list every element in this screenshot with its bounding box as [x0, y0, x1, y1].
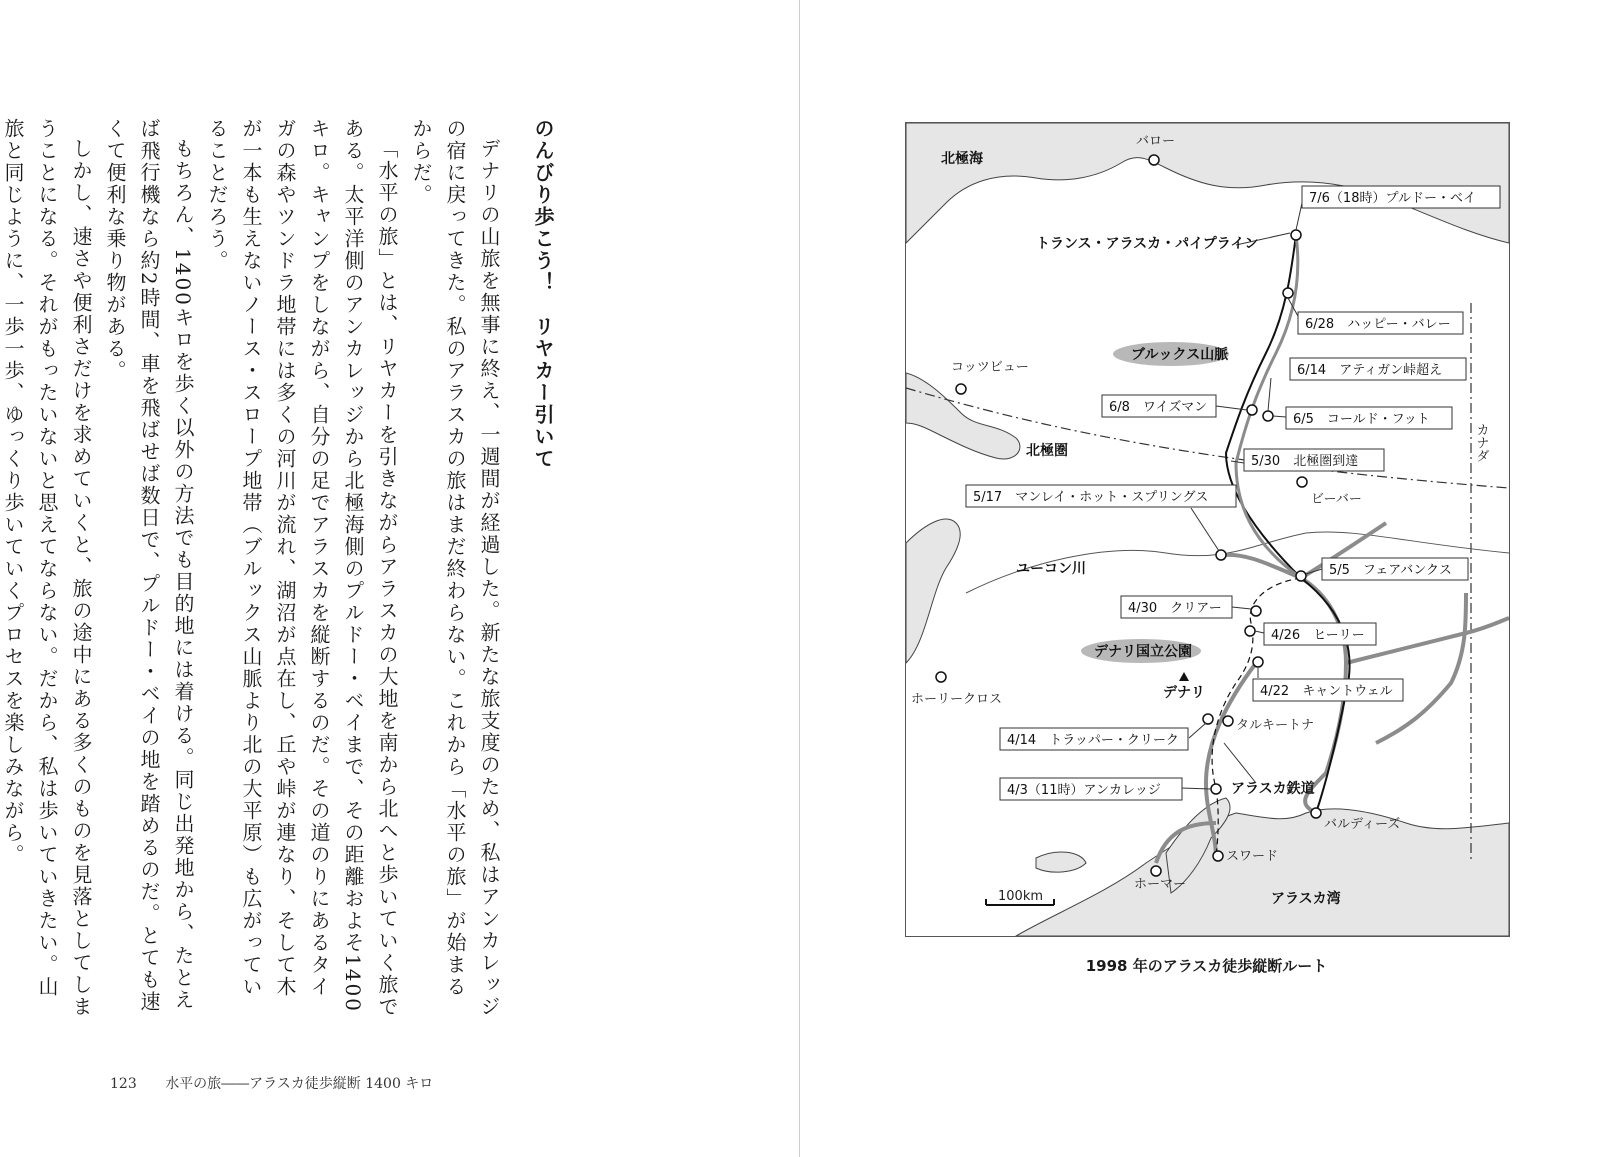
- route-point-label: 4/22 キャントウェル: [1260, 684, 1393, 699]
- paragraph: デナリの山旅を無事に終え、一週間が経過した。新たな旅支度のため、私はアンカレッジの宿に戻ってきた。私のアラスカの旅はまだ終わらない。これから「水平の旅」が始まるからだ。: [409, 118, 501, 1018]
- route-point-marker: [1296, 571, 1306, 581]
- arctic-coast-land: [906, 123, 1509, 243]
- town-label-kotzebue: コッツビュー: [951, 360, 1029, 375]
- town-label-seward: スワード: [1226, 849, 1279, 864]
- map-svg: [906, 123, 1509, 936]
- route-point-marker: [1251, 606, 1261, 616]
- railroad-label: アラスカ鉄道: [1231, 781, 1315, 797]
- paragraph: しかし、速さや便利さだけを求めていくと、旅の途中にある多くのものを見落としてしまうことになる。それがもったいないと思えてならない。だから、私は歩いていきたい。山旅と同じように、一歩一歩、ゆっくり歩いていくプロセスを楽しみながら。: [1, 118, 93, 1018]
- map-caption: 1998 年のアラスカ徒歩縦断ルート: [1085, 957, 1328, 975]
- town-label-holy-cross: ホーリークロス: [911, 692, 1003, 707]
- road-network: [1376, 593, 1466, 743]
- route-point-label: 5/5 フェアバンクス: [1329, 563, 1452, 578]
- route-point-label: 7/6（18時）プルドー・ベイ: [1309, 191, 1476, 206]
- denali-label: デナリ: [1163, 685, 1205, 701]
- route-point-marker: [1263, 411, 1273, 421]
- town-label-homer: ホーマー: [1134, 877, 1187, 892]
- route-point-label: 6/28 ハッピー・バレー: [1305, 317, 1451, 332]
- route-point-label: 4/3（11時）アンカレッジ: [1007, 783, 1161, 798]
- gulf-of-alaska-label: アラスカ湾: [1271, 891, 1341, 907]
- southern-sea-land: [1016, 809, 1509, 936]
- route-point-marker: [1247, 405, 1257, 415]
- arctic-circle-label: 北極圏: [1026, 443, 1068, 459]
- town-label-talkeetna: タルキートナ: [1236, 718, 1315, 733]
- paragraph: 「水平の旅」とは、リヤカーを引きながらアラスカの大地を南から北へと歩いていく旅である。太平洋側のアンカレッジから北極海側のプルドー・ベイまで、その距離およそ1400キロ。キャンプをしながら、自分の足でアラスカを縦断するのだ。その道のりにあるタイガの森やツンドラ地帯には多くの河川が流れ、湖沼が点在し、丘や峠が連なり、そして木が一本も生えないノース・スロープ地帯（ブルックス山脈より北の大平原）も広がっていることだろう。: [205, 118, 399, 1018]
- route-point-marker: [1211, 784, 1221, 794]
- page-number: 123: [110, 1076, 137, 1092]
- town-marker: [1311, 808, 1321, 818]
- route-point-marker: [1245, 626, 1255, 636]
- route-map: [905, 122, 1510, 937]
- town-marker: [1297, 477, 1307, 487]
- town-marker: [1223, 716, 1233, 726]
- yukon-river-label: ユーコン川: [1016, 561, 1086, 577]
- route-point-marker: [1203, 714, 1213, 724]
- route-point-marker: [1253, 657, 1263, 667]
- denali-park-label: デナリ国立公園: [1094, 644, 1192, 660]
- town-marker: [1151, 866, 1161, 876]
- route-point-label: 6/5 コールド・フット: [1293, 412, 1430, 427]
- scale-label: 100km: [998, 889, 1044, 904]
- paragraph: もちろん、1400キロを歩く以外の方法でも目的地には着ける。同じ出発地から、たとえば飛行機なら約2時間、車を飛ばせば数日で、プルドー・ベイの地を踏めるのだ。とても速くて便利な乗り物がある。: [103, 118, 195, 1013]
- route-point-label: 4/30 クリアー: [1128, 601, 1222, 616]
- route-point-marker: [1291, 230, 1301, 240]
- route-point-label: 6/14 アティガン峠超え: [1297, 363, 1443, 378]
- route-point-label: 5/30 北極圏到達: [1251, 454, 1359, 469]
- town-label-beaver: ビーバー: [1311, 492, 1362, 507]
- route-point-marker: [1283, 288, 1293, 298]
- body-text: [0, 118, 560, 1018]
- scale-bar: [986, 889, 1054, 905]
- route-point-label: 4/14 トラッパー・クリーク: [1007, 733, 1179, 748]
- page-gutter: [799, 0, 800, 1157]
- western-sea-land: [906, 519, 960, 663]
- town-marker: [956, 384, 966, 394]
- canada-label: カナダ: [1473, 423, 1489, 462]
- page-footer: [110, 1073, 457, 1093]
- denali-peak-icon: [1179, 672, 1189, 681]
- route-point-label: 5/17 マンレイ・ホット・スプリングス: [973, 490, 1209, 505]
- island: [1036, 852, 1086, 872]
- arctic-ocean-label: 北極海: [941, 151, 983, 167]
- town-label-valdez: バルディーズ: [1324, 817, 1401, 832]
- town-marker: [936, 672, 946, 682]
- brooks-range-label: ブルックス山脈: [1131, 347, 1229, 363]
- town-label-barrow: バロー: [1136, 134, 1176, 149]
- route-point-label: 6/8 ワイズマン: [1109, 400, 1208, 415]
- town-marker: [1213, 851, 1223, 861]
- route-point-label: 4/26 ヒーリー: [1271, 628, 1365, 643]
- pipeline-label: トランス・アラスカ・パイプライン: [1036, 236, 1259, 252]
- running-title: 水平の旅――アラスカ徒歩縦断 1400 キロ: [165, 1076, 434, 1092]
- route-point-marker: [1216, 550, 1226, 560]
- section-heading: のんびり歩こう！ リヤカー引いて: [531, 118, 555, 470]
- town-marker: [1149, 155, 1159, 165]
